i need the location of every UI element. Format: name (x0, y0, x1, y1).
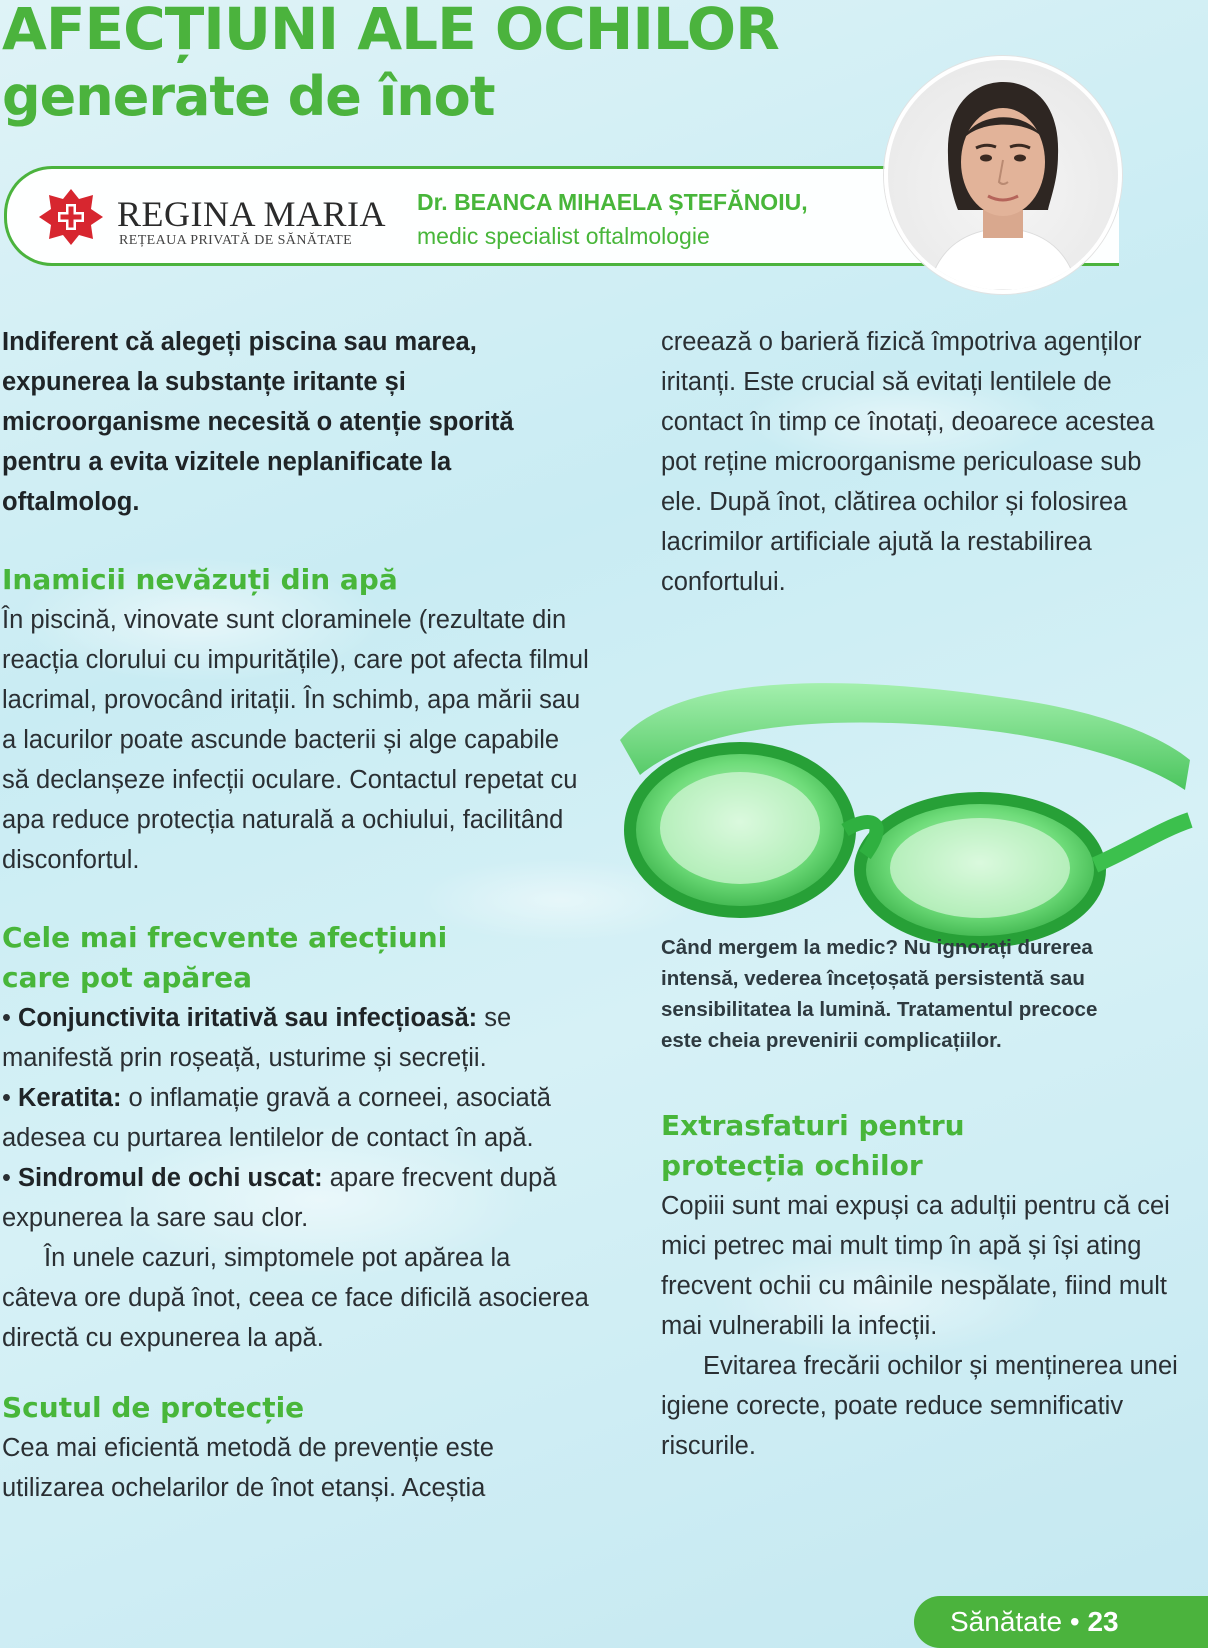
section-heading-extrasfaturi (661, 1106, 1181, 1186)
list-item-text: se manifestă prin roșeață, usturime și secreții. (2, 1004, 512, 1072)
page-title (2, 0, 779, 130)
footer-section: Sănătate (950, 1606, 1063, 1637)
left-column (2, 322, 592, 1508)
right-column-lower (661, 1106, 1181, 1466)
title-line-1: AFECȚIUNI ALE OCHILOR (2, 0, 779, 63)
intro-paragraph: Indiferent că alegeți piscina sau marea, expunerea la substanțe iritante și microorganisme necesită o atenție sporită pentru a evita vizitele neplanificate la oftalmolog. (2, 328, 514, 516)
author-name: Dr. BEANCA MIHAELA ȘTEFĂNOIU, (417, 189, 808, 215)
author-photo (884, 56, 1122, 294)
list-item: • Keratita: o inflamație gravă a corneei, asociată adesea cu purtarea lentilelor de contact în apă. (2, 1084, 551, 1152)
section-closing-extrasfaturi: Evitarea frecării ochilor și menținerea unei igiene corecte, poate reduce semnificativ riscurile. (661, 1352, 1178, 1460)
section-body-extrasfaturi: Copiii sunt mai expuși ca adulții pentru că cei mici petrec mai mult timp în apă și își ating frecvent ochii cu mâinile nespălate, fiind mult mai vulnerabili la infecții. (661, 1192, 1170, 1340)
list-item-text: apare frecvent după expunerea la sare sau clor. (2, 1164, 557, 1232)
heading-line-2: protecția ochilor (661, 1149, 923, 1182)
list-item-term: Conjunctivita iritativă sau infecțioasă: (18, 1004, 478, 1032)
footer-separator: • (1062, 1606, 1088, 1637)
list-item: • Conjunctivita iritativă sau infecțioasă: se manifestă prin roșeață, usturime și secreții. (2, 1004, 512, 1072)
cross-star-icon (39, 189, 103, 245)
logo-name: REGINA MARIA (117, 194, 387, 234)
title-line-2: generate de înot (2, 65, 495, 128)
right-column (661, 322, 1181, 602)
section-heading-afectiuni (2, 918, 592, 998)
list-item-text: o inflamație gravă a corneei, asociată adesea cu purtarea lentilelor de contact în apă. (2, 1084, 551, 1152)
swim-goggles-image (600, 680, 1200, 950)
page-number: 23 (1087, 1606, 1119, 1637)
callout-box: Când mergem la medic? Nu ignorați durerea intensă, vederea încețoșată persistentă sau sensibilitatea la lumină. Tratamentul precoce este cheia prevenirii complicațiilor. (661, 936, 1098, 1052)
list-item-term: Sindromul de ochi uscat: (18, 1164, 323, 1192)
regina-maria-logo (39, 187, 399, 249)
section-closing-afectiuni: În unele cazuri, simptomele pot apărea la câteva ore după înot, ceea ce face dificilă asocierea directă cu expunerea la apă. (2, 1244, 589, 1352)
list-item-term: Keratita: (18, 1084, 122, 1112)
section-body-inamicii: În piscină, vinovate sunt cloraminele (rezultate din reacția clorului cu impuritățile), care pot afecta filmul lacrimal, provocând iritații. În schimb, apa mării sau a lacurilor poate ascunde bacterii și alge capabile să declanșeze infecții oculare. Contactul repetat cu apa reduce protecția naturală a ochiului, facilitând disconfortul. (2, 606, 589, 874)
doctor-portrait-image (888, 60, 1118, 290)
heading-line-1: Extrasfaturi pentru (661, 1109, 965, 1142)
section-body-scutul-continued: creează o barieră fizică împotriva agenților iritanți. Este crucial să evitați lentilele de contact în timp ce înotați, deoarece acestea pot reține microorganisme periculoase sub ele. După înot, clătirea ochilor și folosirea lacrimilor artificiale ajută la restabilirea confortului. (661, 328, 1155, 596)
page-footer (914, 1596, 1208, 1648)
list-item: • Sindromul de ochi uscat: apare frecvent după expunerea la sare sau clor. (2, 1164, 557, 1232)
heading-line-1: Cele mai frecvente afecțiuni (2, 921, 448, 954)
logo-tagline: REȚEAUA PRIVATĂ DE SĂNĂTATE (119, 233, 353, 248)
section-body-scutul-start: Cea mai eficientă metodă de prevenție este utilizarea ochelarilor de înot etanși. Aceștia (2, 1434, 494, 1502)
heading-line-2: care pot apărea (2, 961, 252, 994)
goggles-illustration (600, 680, 1200, 950)
section-heading-inamicii: Inamicii nevăzuți din apă (2, 563, 398, 596)
section-heading-scutul: Scutul de protecție (2, 1391, 305, 1424)
author-role: medic specialist oftalmologie (417, 223, 710, 249)
